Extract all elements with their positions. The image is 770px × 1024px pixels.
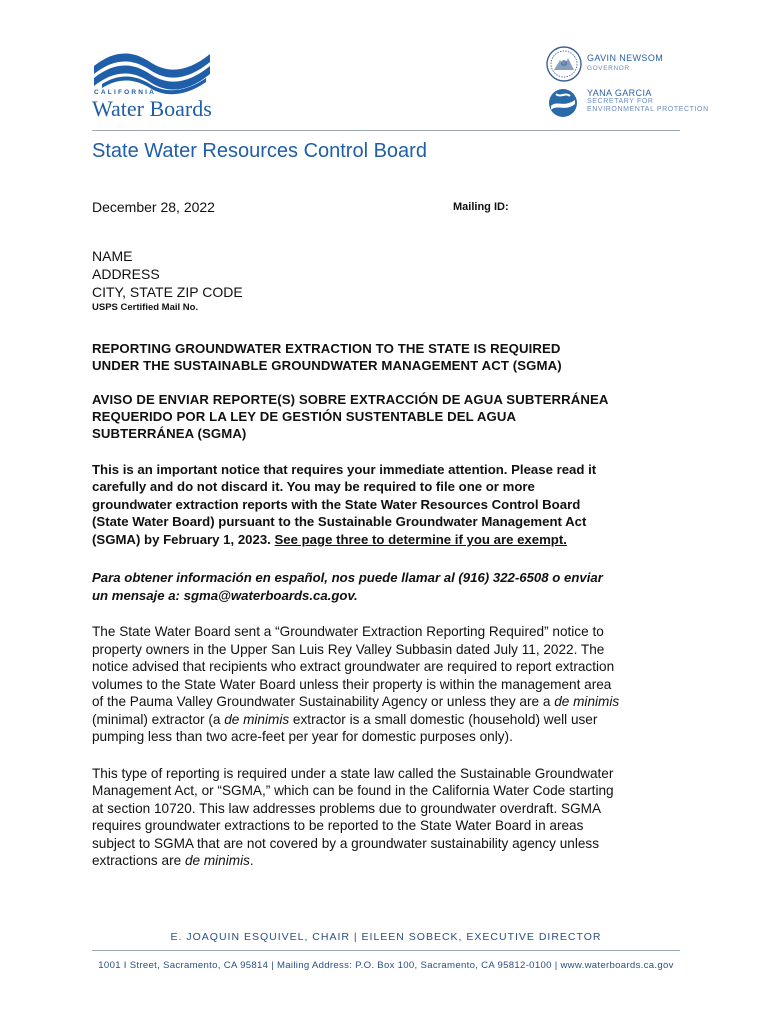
body-line: requires groundwater extractions to be reported to the State Water Board in areas (92, 818, 584, 833)
body-line: subject to SGMA that are not covered by a groundwater sustainability agency unless (92, 836, 600, 851)
body-text: extractions are (92, 853, 185, 868)
body-text: of the Pauma Valley Groundwater Sustainability Agency or unless they are a (92, 694, 555, 709)
italic-term: de minimis (224, 712, 290, 727)
heading-spanish-line2: REQUERIDO POR LA LEY DE GESTIÓN SUSTENTABLE DEL AGUA (92, 409, 517, 424)
notice-line: (State Water Board) pursuant to the Sustainable Groundwater Management Act (92, 514, 587, 529)
mailing-id-label: Mailing ID: (453, 201, 509, 213)
italic-term: de minimis (554, 694, 620, 709)
recipient-address: ADDRESS (92, 266, 160, 282)
body-line: property owners in the Upper San Luis Rey Valley Subbasin dated July 11, 2022. The (92, 642, 605, 657)
body-line: Management Act, or “SGMA,” which can be found in the California Water Code starting (92, 783, 614, 798)
state-seal-icon (546, 46, 582, 82)
secretary-title-line2: ENVIRONMENTAL PROTECTION (587, 106, 709, 113)
recipient-name: NAME (92, 248, 133, 264)
body-line: volumes to the State Water Board unless their property is within the management area (92, 677, 612, 692)
heading-spanish-line3: SUBTERRÁNEA (SGMA) (92, 426, 247, 441)
body-text: . (249, 853, 254, 868)
body-line: notice advised that recipients who extract groundwater are required to report extraction (92, 659, 615, 674)
secretary-name: YANA GARCIA (587, 88, 652, 98)
footer-divider (92, 950, 680, 951)
body-line (92, 852, 254, 870)
footer-officials: E. JOAQUIN ESQUIVEL, CHAIR | EILEEN SOBECK, EXECUTIVE DIRECTOR (170, 931, 602, 943)
body-line: This type of reporting is required under a state law called the Sustainable Groundwater (92, 766, 614, 781)
letter-date: December 28, 2022 (92, 199, 215, 215)
usps-certified-label: USPS Certified Mail No. (92, 302, 199, 313)
header-divider (92, 130, 680, 131)
heading-english-line2: UNDER THE SUSTAINABLE GROUNDWATER MANAGEMENT ACT (SGMA) (92, 358, 562, 373)
spanish-info-line: Para obtener información en español, nos puede llamar al (916) 322-6508 o enviar (92, 570, 603, 585)
notice-line: carefully and do not discard it. You may be required to file one or more (92, 479, 535, 494)
heading-spanish-line1: AVISO DE ENVIAR REPORTE(S) SOBRE EXTRACCIÓN DE AGUA SUBTERRÁNEA (92, 392, 609, 407)
exemption-reference: See page three to determine if you are exempt. (274, 532, 567, 547)
footer-address: 1001 I Street, Sacramento, CA 95814 | Mailing Address: P.O. Box 100, Sacramento, CA 95812-0100 | www.waterboards.ca.gov (98, 960, 674, 971)
logo-water-boards-text: Water Boards (92, 96, 212, 121)
logo-california-text: CALIFORNIA (94, 89, 157, 96)
body-line: pumping less than two acre-feet per year for domestic purposes only). (92, 729, 513, 744)
spanish-info-line: un mensaje a: sgma@waterboards.ca.gov. (92, 588, 358, 603)
body-line: The State Water Board sent a “Groundwater Extraction Reporting Required” notice to (92, 624, 604, 639)
governor-title: GOVERNOR (587, 65, 630, 72)
heading-english-line1: REPORTING GROUNDWATER EXTRACTION TO THE STATE IS REQUIRED (92, 341, 561, 356)
body-text: extractor is a small domestic (household) well user (289, 712, 598, 727)
agency-title: State Water Resources Control Board (92, 140, 427, 162)
notice-line (92, 531, 567, 549)
secretary-title-line1: SECRETARY FOR (587, 98, 654, 105)
italic-term: de minimis (184, 853, 250, 868)
body-line (92, 693, 619, 711)
body-line (92, 711, 597, 729)
notice-deadline-text: (SGMA) by February 1, 2023. (92, 532, 275, 547)
notice-line: groundwater extraction reports with the State Water Resources Control Board (92, 497, 581, 512)
recipient-city: CITY, STATE ZIP CODE (92, 284, 243, 300)
calepa-logo-icon (548, 88, 578, 118)
notice-line: This is an important notice that requires your immediate attention. Please read it (92, 462, 597, 477)
body-line: at section 10720. This law addresses problems due to groundwater overdraft. SGMA (92, 801, 602, 816)
governor-name: GAVIN NEWSOM (587, 53, 664, 63)
body-text: (minimal) extractor (a (92, 712, 225, 727)
